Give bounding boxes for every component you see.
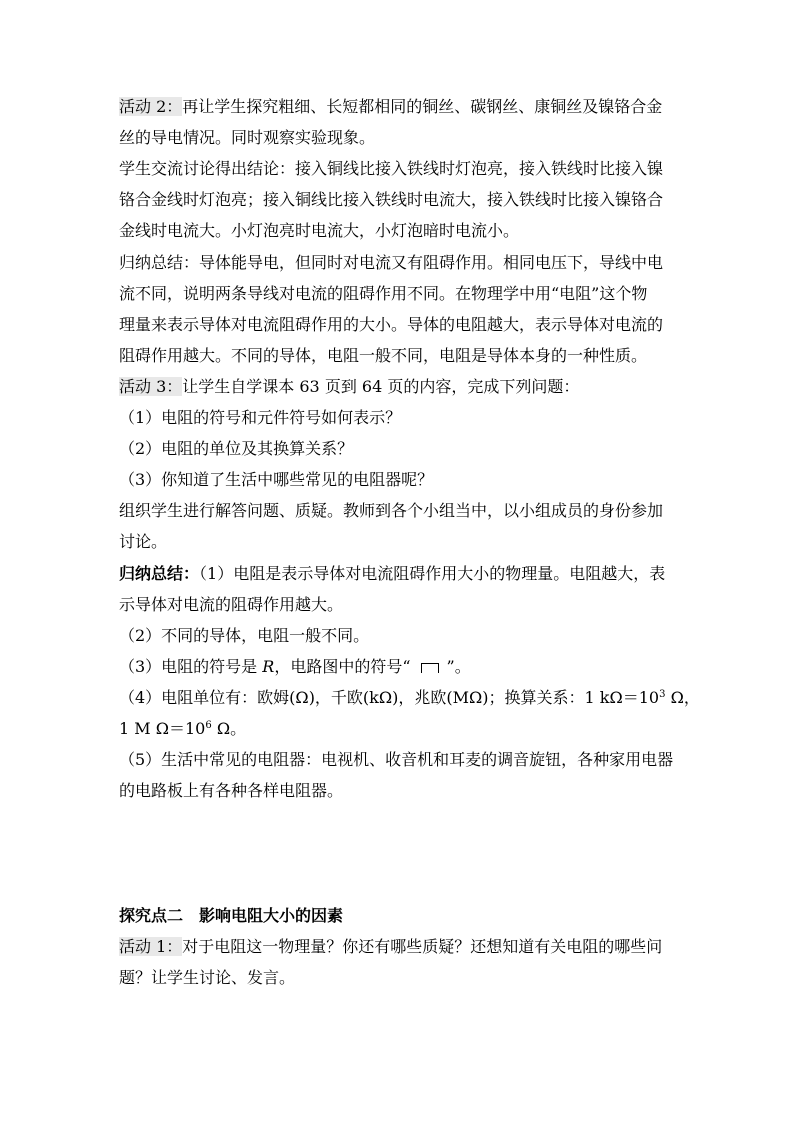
activity-label: 活动 2： bbox=[119, 97, 183, 116]
text: 丝的导电情况。同时观察实验现象。 bbox=[119, 128, 376, 147]
conclusion-line1 bbox=[119, 159, 679, 179]
question-2 bbox=[119, 439, 679, 459]
text: 铬合金线时灯泡亮；接入铜线比接入铁线时电流大，接入铁线时比接入镍铬合 bbox=[119, 190, 664, 209]
text: 流不同，说明两条导线对电流的阻碍作用不同。在物理学中用“电阻”这个物 bbox=[119, 284, 648, 303]
text: 让学生自学课本 63 页到 64 页的内容，完成下列问题： bbox=[182, 377, 580, 396]
text: 学生交流讨论得出结论：接入铜线比接入铁线时灯泡亮，接入铁线时比接入镍 bbox=[119, 159, 664, 178]
text: 题？让学生讨论、发言。 bbox=[119, 968, 296, 987]
summary-line4 bbox=[119, 346, 679, 366]
summary2-line1 bbox=[119, 564, 679, 584]
section-title bbox=[119, 906, 679, 926]
text: （2）电阻的单位及其换算关系？ bbox=[119, 439, 354, 458]
text: ”。 bbox=[446, 657, 471, 676]
point-3 bbox=[119, 657, 679, 677]
conclusion-line3 bbox=[119, 221, 679, 241]
summary-line2 bbox=[119, 284, 679, 304]
point-4-line2 bbox=[119, 719, 679, 739]
conclusion-line2 bbox=[119, 190, 679, 210]
text: 示导体对电流的阻碍作用越大。 bbox=[119, 595, 344, 614]
text: 的电路板上有各种各样电阻器。 bbox=[119, 781, 344, 800]
activity2-line1 bbox=[119, 97, 679, 117]
point-2 bbox=[119, 626, 679, 646]
text: （1）电阻的符号和元件符号如何表示？ bbox=[119, 408, 402, 427]
text: ，电路图中的符号“ bbox=[274, 657, 411, 676]
resistance-symbol-r: R bbox=[262, 657, 275, 676]
text: （4）电阻单位有：欧姆(Ω)，千欧(kΩ)，兆欧(MΩ)；换算关系：1 kΩ＝10 bbox=[119, 688, 660, 707]
activity3-line bbox=[119, 377, 679, 397]
text: （1）电阻是表示导体对电流阻碍作用大小的物理量。电阻越大，表 bbox=[199, 564, 666, 583]
text: 归纳总结：导体能导电，但同时对电流又有阻碍作用。相同电压下，导线中电 bbox=[119, 253, 664, 272]
summary-line1 bbox=[119, 253, 679, 273]
text: 1 M Ω＝10 bbox=[119, 719, 206, 738]
text: （3）电阻的符号是 bbox=[119, 657, 263, 676]
text: （3）你知道了生活中哪些常见的电阻器呢？ bbox=[119, 470, 434, 489]
summary-line3 bbox=[119, 315, 679, 335]
text: 讨论。 bbox=[119, 532, 168, 551]
summary-label: 归纳总结： bbox=[119, 564, 200, 583]
question-3 bbox=[119, 470, 679, 490]
exponent: 3 bbox=[659, 689, 666, 700]
point-4-line1 bbox=[119, 688, 700, 708]
text: 再让学生探究粗细、长短都相同的铜丝、碳钢丝、康铜丝及镍铬合金 bbox=[182, 97, 663, 116]
text: 理量来表示导体对电流阻碍作用的大小。导体的电阻越大，表示导体对电流的 bbox=[119, 315, 664, 334]
organize-line1 bbox=[119, 501, 679, 521]
activity-label: 活动 3： bbox=[119, 377, 183, 396]
organize-line2 bbox=[119, 532, 679, 552]
exponent: 6 bbox=[205, 720, 212, 731]
text: （2）不同的导体，电阻一般不同。 bbox=[119, 626, 370, 645]
summary2-line2 bbox=[119, 595, 679, 615]
text: （5）生活中常见的电阻器：电视机、收音机和耳麦的调音旋钮，各种家用电器 bbox=[119, 750, 674, 769]
point-5-line2 bbox=[119, 781, 679, 801]
activity-label: 活动 1： bbox=[119, 937, 183, 956]
text: 组织学生进行解答问题、质疑。教师到各个小组当中，以小组成员的身份参加 bbox=[119, 501, 664, 520]
question-1 bbox=[119, 408, 679, 428]
text: 金线时电流大。小灯泡亮时电流大，小灯泡暗时电流小。 bbox=[119, 221, 520, 240]
activity2-line2 bbox=[119, 128, 679, 148]
text: 对于电阻这一物理量？你还有哪些质疑？还想知道有关电阻的哪些问 bbox=[182, 937, 663, 956]
text: Ω。 bbox=[211, 719, 247, 738]
text: 阻碍作用越大。不同的导体，电阻一般不同，电阻是导体本身的一种性质。 bbox=[119, 346, 648, 365]
section2-activity1-line2 bbox=[119, 968, 679, 988]
resistor-symbol-icon bbox=[421, 663, 439, 673]
point-5-line1 bbox=[119, 750, 679, 770]
section2-activity1-line1 bbox=[119, 937, 679, 957]
text: Ω， bbox=[665, 688, 700, 707]
text: 探究点二 影响电阻大小的因素 bbox=[119, 906, 344, 925]
